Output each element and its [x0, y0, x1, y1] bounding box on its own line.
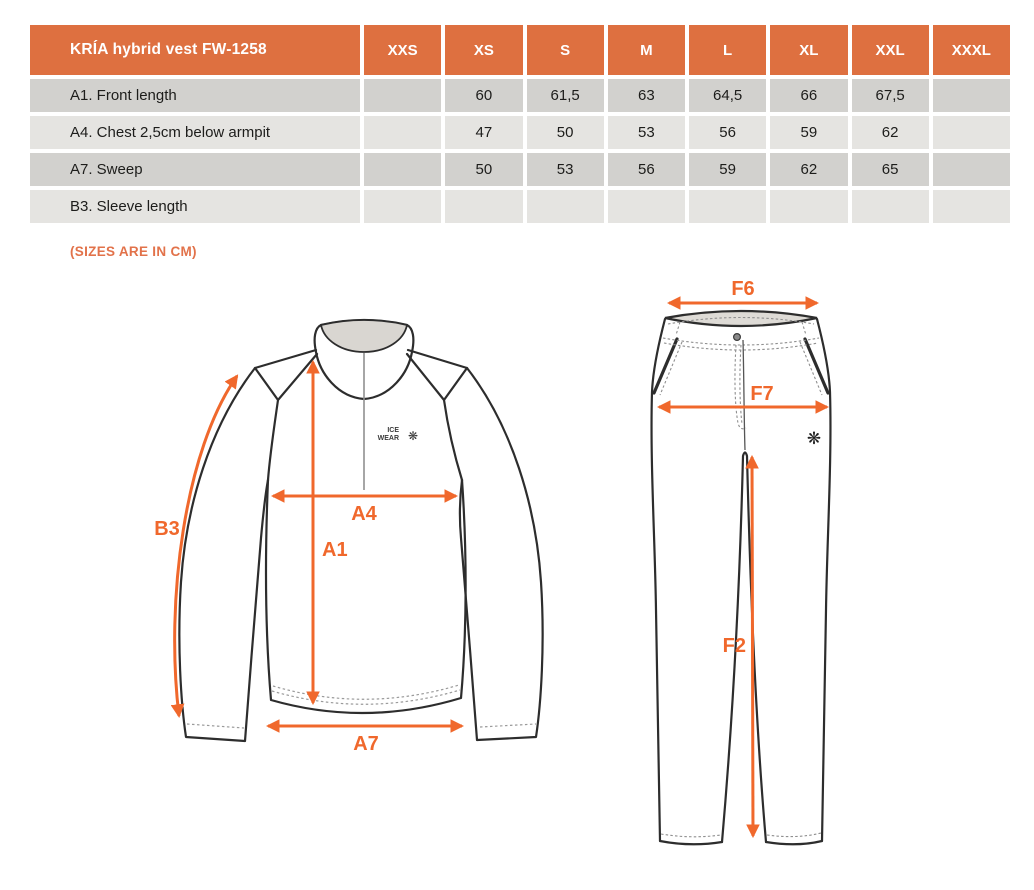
- size-cell: [770, 190, 847, 223]
- column-header-l: L: [689, 25, 766, 75]
- size-cell: 56: [689, 116, 766, 149]
- size-cell: [445, 190, 522, 223]
- collar-inner: [321, 320, 407, 352]
- size-cell: [364, 190, 441, 223]
- size-cell: 62: [852, 116, 929, 149]
- shirt-logo-bottom: WEAR: [377, 435, 399, 442]
- size-cell: 50: [445, 153, 522, 186]
- size-cell: [852, 190, 929, 223]
- size-cell: 67,5: [852, 79, 929, 112]
- column-header-xs: XS: [445, 25, 522, 75]
- shirt-stitching: [187, 685, 536, 728]
- shirt-diagram: [140, 300, 560, 770]
- size-cell: 66: [770, 79, 847, 112]
- column-header-s: S: [527, 25, 604, 75]
- f2-measure-arrow: [752, 457, 753, 836]
- column-header-xxxl: XXXL: [933, 25, 1010, 75]
- size-cell: [527, 190, 604, 223]
- pants-outline: [652, 319, 831, 844]
- size-cell: 59: [770, 116, 847, 149]
- row-label: A4. Chest 2,5cm below armpit: [30, 116, 360, 149]
- row-label: A7. Sweep: [30, 153, 360, 186]
- a7-label: A7: [353, 733, 379, 755]
- units-note: (SIZES ARE IN CM): [70, 244, 197, 259]
- size-cell: 53: [527, 153, 604, 186]
- table-title: KRÍA hybrid vest FW-1258: [30, 25, 360, 75]
- size-cell: 64,5: [689, 79, 766, 112]
- b3-label: B3: [154, 518, 180, 540]
- size-cell: 53: [608, 116, 685, 149]
- size-cell: 61,5: [527, 79, 604, 112]
- size-cell: [933, 153, 1010, 186]
- row-label: A1. Front length: [30, 79, 360, 112]
- size-cell: [364, 116, 441, 149]
- size-cell: 60: [445, 79, 522, 112]
- pants-measure-arrows: [659, 303, 827, 836]
- size-cell: 47: [445, 116, 522, 149]
- f7-label: F7: [750, 383, 774, 405]
- a4-label: A4: [351, 503, 377, 525]
- shirt-logo: [378, 427, 418, 443]
- shirt-logo-snowflake-icon: ❋: [408, 429, 419, 443]
- center-front-seam: [743, 340, 745, 450]
- size-cell: 63: [608, 79, 685, 112]
- size-table: [30, 25, 1010, 223]
- size-cell: [933, 116, 1010, 149]
- shirt-logo-top: ICE: [387, 427, 399, 434]
- size-cell: [933, 190, 1010, 223]
- f2-label: F2: [722, 635, 746, 657]
- shirt-measure-arrows: [175, 362, 462, 726]
- size-cell: [608, 190, 685, 223]
- waistband-inner: [665, 311, 817, 326]
- column-header-m: M: [608, 25, 685, 75]
- size-cell: [364, 153, 441, 186]
- pants-stitching: [660, 318, 822, 837]
- size-cell: [933, 79, 1010, 112]
- size-cell: 59: [689, 153, 766, 186]
- pants-snowflake-icon: ❋: [806, 429, 822, 448]
- a1-label: A1: [322, 539, 348, 561]
- row-label: B3. Sleeve length: [30, 190, 360, 223]
- waist-button: [734, 334, 741, 341]
- size-cell: 62: [770, 153, 847, 186]
- size-cell: [364, 79, 441, 112]
- size-cell: [689, 190, 766, 223]
- column-header-xxs: XXS: [364, 25, 441, 75]
- size-cell: 65: [852, 153, 929, 186]
- size-cell: 50: [527, 116, 604, 149]
- column-header-xxl: XXL: [852, 25, 929, 75]
- pants-diagram: [640, 280, 880, 870]
- f6-label: F6: [731, 280, 755, 300]
- size-cell: 56: [608, 153, 685, 186]
- column-header-xl: XL: [770, 25, 847, 75]
